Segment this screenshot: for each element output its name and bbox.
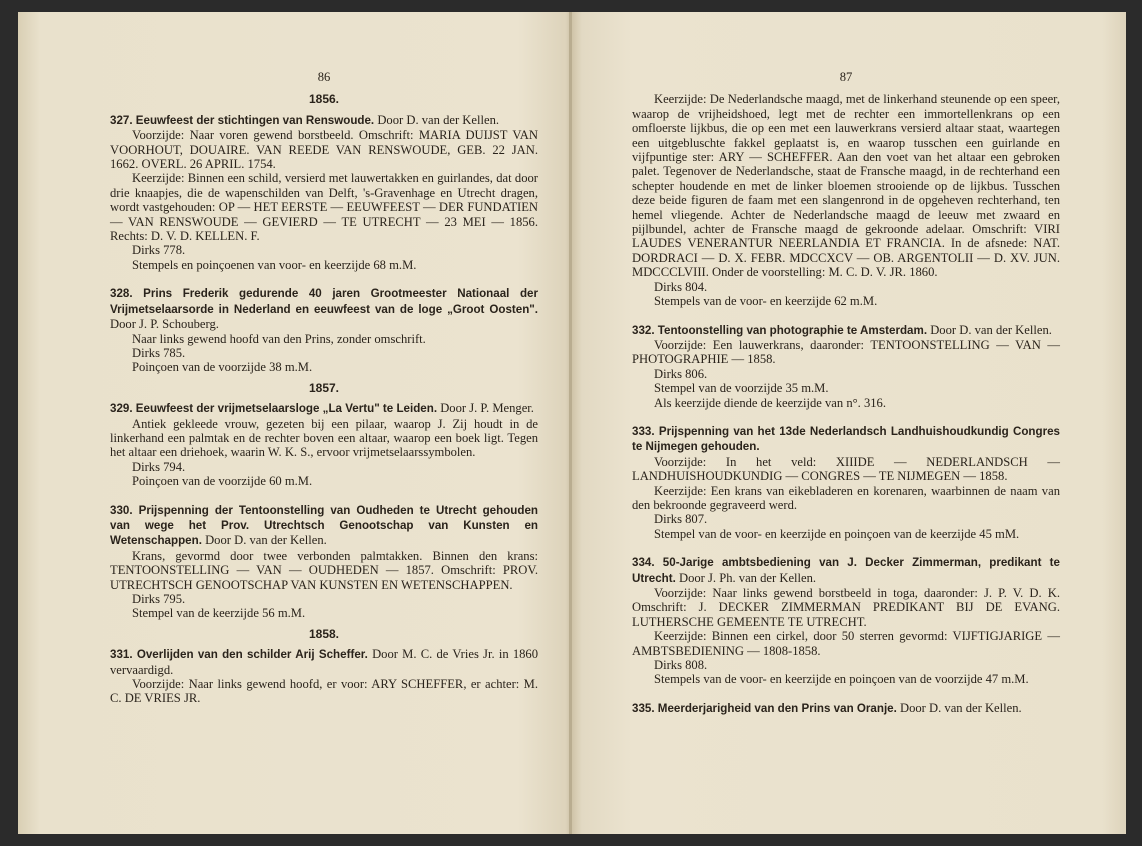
right-page (572, 12, 1126, 834)
page-number: 86 (317, 70, 331, 84)
entry-334 (632, 555, 1060, 687)
entry-331-continued (632, 92, 1060, 308)
page-number: 87 (839, 70, 853, 84)
entry-text: Antiek gekleede vrouw, gezeten bij een pilaar, waarop J. Zij houdt in de linkerhand een palmtak en de rechter boven een altaar, waarop een boek ligt. Tegen het altaar een driehoek, waarin W. K. S., ervoor vrijmetselaarssymbolen. (110, 416, 538, 460)
entry-author: Door D. van der Kellen. (930, 322, 1052, 337)
entry-text: Voorzijde: In het veld: XIIIDE — NEDERLANDSCH — LANDHUISHOUDKUNDIG — CONGRES — TE NIJMEGEN — 1858. (632, 454, 1060, 484)
open-book (18, 12, 1126, 834)
entry-text: Voorzijde: Naar voren gewend borstbeeld. Omschrift: MARIA DUIJST VAN VOORHOUT, DOUAIRE. VAN REEDE VAN RENSWOUDE, GEB. 22 JAN. 1662. OVERL. 26 APRIL. 1754. (110, 128, 538, 172)
entry-text: Dirks 806. (654, 366, 708, 381)
entry-heading: 327. Eeuwfeest der stichtingen van Renswoude. (110, 113, 375, 127)
entry-text: Dirks 807. (654, 512, 708, 527)
entry-text: Naar links gewend hoofd van den Prins, zonder omschrift. (132, 331, 426, 346)
entry-text: Poinçoen van de voorzijde 60 m.M. (132, 474, 313, 489)
entry-heading: 330. Prijspenning der Tentoonstelling van Oudheden te Utrecht gehouden van wege het Prov. Utrechtsch Genootschap van Kunsten en Wetenschappen. (110, 503, 538, 548)
entry-heading: 333. Prijspenning van het 13de Nederlandsch Landhuishoudkundig Congres te Nijmegen gehouden. (632, 424, 1060, 454)
entry-author: Door J. P. Schouberg. (110, 317, 219, 332)
entry-text: Stempel van de keerzijde 56 m.M. (132, 606, 306, 621)
entry-text: Keerzijde: Binnen een schild, versierd met lauwertakken en guirlandes, dat door drie knaapjes, die de wapenschilden van Delft, 's-Gravenhage en Utrecht dragen, wordt vastgehouden: OP — HET EERSTE — EEUWFEEST — DER FUNDATIEN — VAN RENSWOUDE — GEVIERD — TE UTRECHT — 23 MEI — 1856. Rechts: D. V. D. KELLEN. F. (110, 171, 538, 244)
entry-328 (110, 286, 538, 374)
entry-text: Voorzijde: Naar links gewend hoofd, er voor: ARY SCHEFFER, er achter: M. C. DE VRIES JR. (110, 677, 538, 706)
right-column (632, 70, 1060, 730)
entry-heading: 334. 50-Jarige ambtsbediening van J. Decker Zimmerman, predikant te Utrecht. (632, 556, 1060, 585)
entry-heading: 328. Prins Frederik gedurende 40 jaren Grootmeester Nationaal der Vrijmetselaarsorde in Nederland en eeuwfeest van de loge „Groot Oosten". (110, 287, 538, 316)
entry-text: Keerzijde: De Nederlandsche maagd, met de linkerhand steunende op een speer, waarop de vrijheidshoed, legt met de rechter een immortellenkrans op een omfloerste lijkbus, die op een met een lauwerkrans versierd altaar staat, waartegen een uitgebluschte fakkel geplaatst is, en waarop tusschen een guirlande en vijfpuntige ster: ARY — SCHEFFER. Aan den voet van het altaar een gebroken palet. Tegenover de Nederlandsche, staat de Fransche maagd, in de rechterhand een schepter houdende en met de linker bloemen strooiende op de lijkbus. Tusschen deze beide figuren de faam met een slangenrond in de opgeheven rechterhand, ten hemel vliegende. Achter de Nederlandsche maagd de leeuw met zwaard en pijlbundel, achter de Fransche maagd de gekroonde adelaar. Omschrift: VIRI LAUDES VENERANTUR NEERLANDIA ET FRANCIA. In de afsnede: NAT. DORDRACI — D. X. FEBR. MDCCXCV — OB. ARGENTOLII — D. XV. JUN. MDCCCLVIII. Onder de voorstelling: M. C. D. V. JR. 1860. (632, 92, 1060, 280)
entry-329 (110, 401, 538, 488)
entry-author: Door D. van der Kellen. (205, 533, 327, 548)
entry-heading: 332. Tentoonstelling van photographie te Amsterdam. (632, 323, 928, 337)
entry-text: Stempel van de voor- en keerzijde en poinçoen van de keerzijde 45 mM. (654, 526, 1020, 541)
entry-330 (110, 503, 538, 621)
entry-text: Dirks 804. (654, 279, 708, 294)
entry-author: Door D. van der Kellen. (377, 112, 500, 127)
entry-heading: 335. Meerderjarigheid van den Prins van Oranje. (632, 701, 897, 715)
entry-heading: 331. Overlijden van den schilder Arij Scheffer. (110, 648, 368, 662)
left-column (110, 70, 538, 720)
entry-text: Dirks 808. (654, 658, 708, 673)
entry-text: Dirks 785. (132, 345, 186, 360)
entry-text: Keerzijde: Een krans van eikebladeren en korenaren, waarbinnen de naam van den bekroonde gegraveerd werd. (632, 483, 1060, 512)
entry-author: Door J. Ph. van der Kellen. (678, 570, 817, 585)
entry-331 (110, 647, 538, 706)
year-heading: 1858. (308, 626, 340, 641)
entry-text: Voorzijde: Een lauwerkrans, daaronder: TENTOONSTELLING — VAN — PHOTOGRAPHIE — 1858. (632, 337, 1060, 367)
entry-author: Door J. P. Menger. (440, 401, 534, 416)
entry-text: Stempels en poinçoenen van voor- en keerzijde 68 m.M. (132, 257, 417, 272)
entry-text: Stempel van de voorzijde 35 m.M. (654, 381, 829, 396)
entry-author: Door M. C. de Vries Jr. in 1860 vervaardigd. (110, 647, 539, 677)
entry-text: Stempels van de voor- en keerzijde 62 m.M. (654, 294, 878, 309)
entry-text: Krans, gevormd door twee verbonden palmtakken. Binnen den krans: TENTOONSTELLING — VAN — OUDHEDEN — 1857. Omschrift: PROV. UTRECHTSCH GENOOTSCHAP VAN KUNSTEN EN WETENSCHAPPEN. (110, 548, 538, 592)
year-heading: 1857. (308, 380, 340, 395)
entry-text: Keerzijde: Binnen een cirkel, door 50 sterren gevormd: VIJFTIGJARIGE — AMBTSBEDIENING — 1808-1858. (632, 629, 1060, 658)
entry-335 (632, 701, 1060, 716)
entry-text: Dirks 794. (132, 459, 186, 474)
entry-text: Dirks 795. (132, 592, 186, 606)
entry-333 (632, 424, 1060, 541)
left-page (18, 12, 572, 834)
entry-text: Dirks 778. (132, 243, 186, 258)
entry-heading: 329. Eeuwfeest der vrijmetselaarsloge „La Vertu" te Leiden. (110, 402, 438, 416)
entry-text: Stempels van de voor- en keerzijde en poinçoen van de voorzijde 47 m.M. (654, 672, 1029, 687)
entry-text: Als keerzijde diende de keerzijde van n°. 316. (654, 395, 886, 410)
entry-text: Poinçoen van de voorzijde 38 m.M. (132, 360, 313, 375)
year-heading: 1856. (308, 92, 340, 107)
entry-author: Door D. van der Kellen. (899, 700, 1022, 715)
entry-332 (632, 323, 1060, 410)
entry-327 (110, 113, 538, 272)
entry-text: Voorzijde: Naar links gewend borstbeeld in toga, daaronder: J. P. V. D. K. Omschrift: J. DECKER ZIMMERMAN PREDIKANT BIJ DE EVANG. LUTHERSCHE GEMEENTE TE UTRECHT. (632, 586, 1060, 629)
